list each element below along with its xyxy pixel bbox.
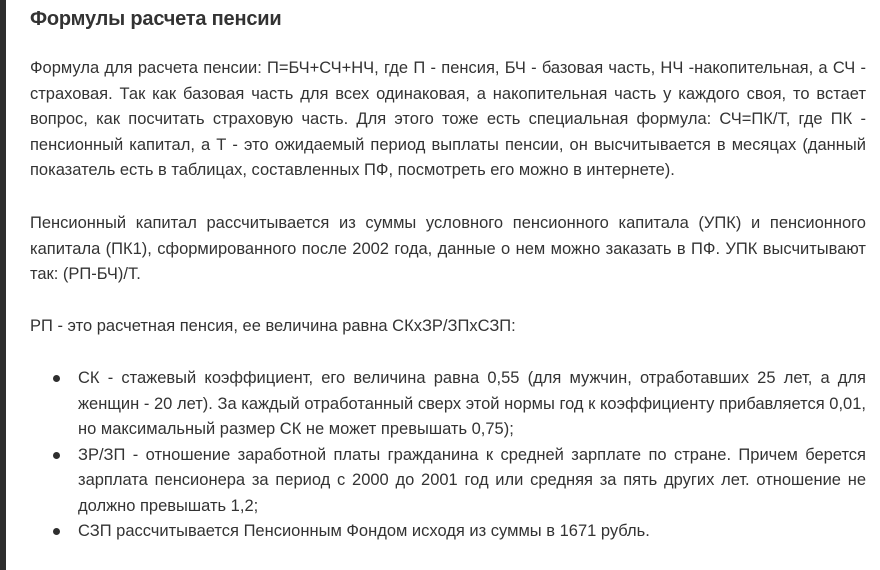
list-item (30, 443, 866, 520)
list-item-text: СК - стажевый коэффициент, его величина равна 0,55 (для мужчин, отработавших 25 лет, а для женщин - 20 лет). За каждый отработанный сверх этой нормы год к коэффициенту прибавляется 0,01, но максимальный размер СК не может превышать 0,75); (78, 369, 866, 438)
paragraph-pension-capital: Пенсионный капитал рассчитывается из суммы условного пенсионного капитала (УПК) и пенсионного капитала (ПК1), сформированного после 2002 года, данные о нем можно заказать в ПФ. УПК высчитывают так: (РП-БЧ)/Т. (30, 214, 866, 283)
bullet-dot-icon (53, 452, 60, 459)
bullet-dot-icon (53, 528, 60, 535)
bullet-dot-icon (53, 375, 60, 382)
list-item-text: СЗП рассчитывается Пенсионным Фондом исходя из суммы в 1671 рубль. (78, 522, 650, 540)
paragraph-calculated-pension: РП - это расчетная пенсия, ее величина равна СКхЗР/ЗПхСЗП: (30, 317, 516, 335)
bullet-list (30, 366, 866, 545)
article-title: Формулы расчета пенсии (30, 8, 282, 30)
paragraph-pension-formula: Формула для расчета пенсии: П=БЧ+СЧ+НЧ, где П - пенсия, БЧ - базовая часть, НЧ -накопительная, а СЧ - страховая. Так как базовая часть для всех одинаковая, а накопительная часть у каждого своя, то встает вопрос, как посчитать страховую часть. Для этого тоже есть специальная формула: СЧ=ПК/Т, где ПК - пенсионный капитал, а Т - это ожидаемый период выплаты пенсии, он высчитывается в месяцах (данный показатель есть в таблицах, составленных ПФ, посмотреть его можно в интернете). (30, 59, 866, 179)
list-item (30, 519, 866, 545)
left-border (0, 0, 6, 570)
list-item-text: ЗР/ЗП - отношение заработной платы гражданина к средней зарплате по стране. Причем берется зарплата пенсионера за период с 2000 до 2001 год или средняя за пять других лет. отношение не должно превышать 1,2; (78, 445, 866, 515)
list-item (30, 366, 866, 443)
